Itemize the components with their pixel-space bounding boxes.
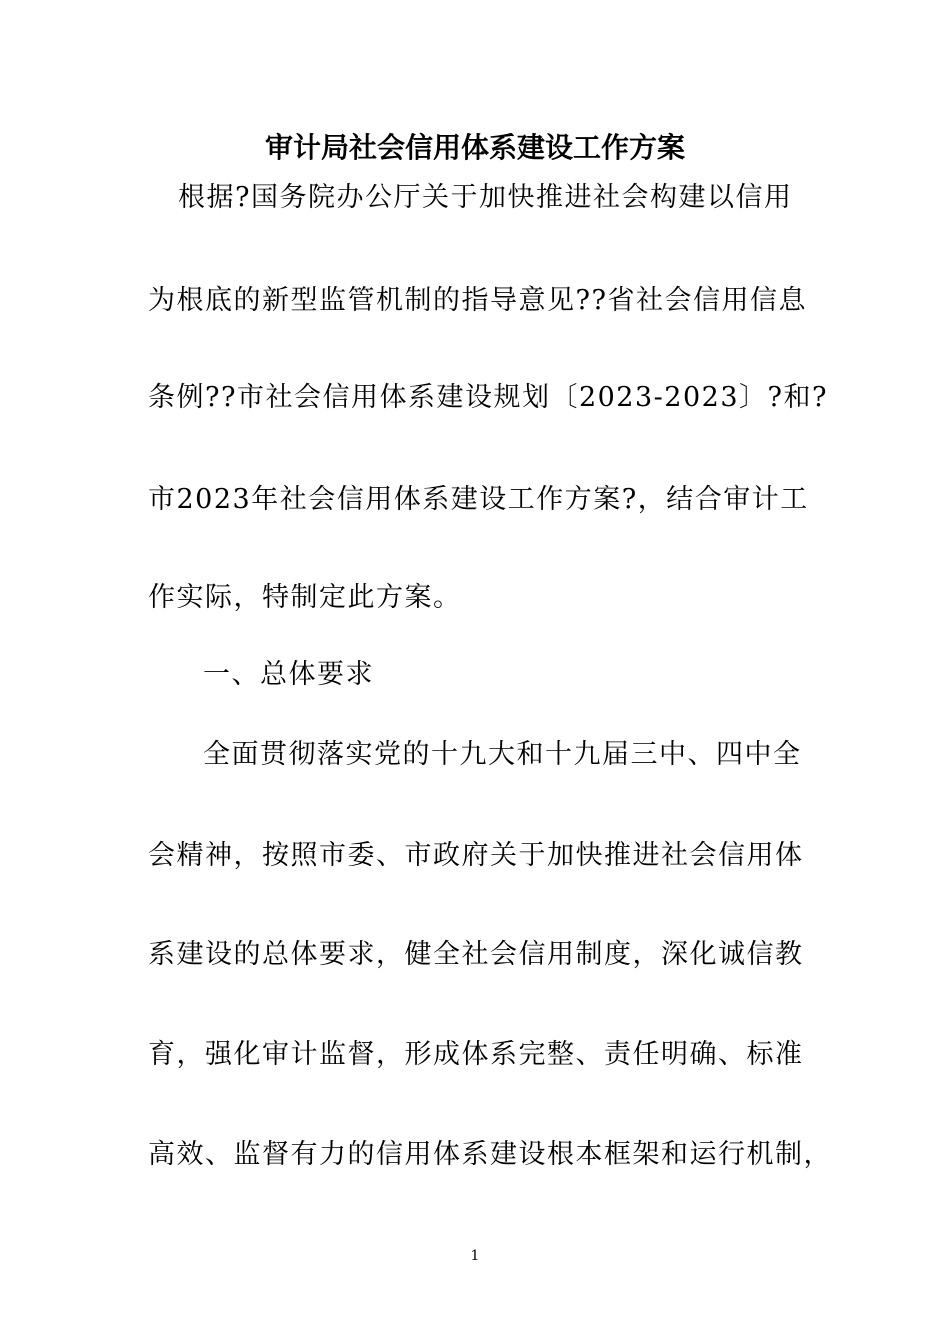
paragraph-line-4: 市2023年社会信用体系建设工作方案?，结合审计工 — [148, 484, 809, 515]
paragraph-line-10: 高效、监督有力的信用体系建设根本框架和运行机制， — [148, 1139, 832, 1170]
paragraph-line-8: 系建设的总体要求，健全社会信用制度，深化诚信教 — [148, 939, 804, 970]
paragraph-line-7: 会精神，按照市委、市政府关于加快推进社会信用体 — [148, 840, 804, 871]
paragraph-line-9: 育，强化审计监督，形成体系完整、责任明确、标准 — [148, 1039, 804, 1070]
document-title: 审计局社会信用体系建设工作方案 — [264, 131, 685, 164]
paragraph-line-1: 根据?国务院办公厅关于加快推进社会构建以信用 — [178, 182, 793, 213]
paragraph-line-3: 条例??市社会信用体系建设规划〔2023-2023〕?和? — [148, 382, 828, 413]
section-heading: 一、总体要求 — [203, 659, 374, 690]
paragraph-line-2: 为根底的新型监管机制的指导意见??省社会信用信息 — [148, 285, 807, 316]
paragraph-line-6: 全面贯彻落实党的十九大和十九届三中、四中全 — [203, 739, 802, 770]
paragraph-line-5: 作实际，特制定此方案。 — [148, 582, 462, 613]
page-number: 1 — [470, 1248, 480, 1264]
